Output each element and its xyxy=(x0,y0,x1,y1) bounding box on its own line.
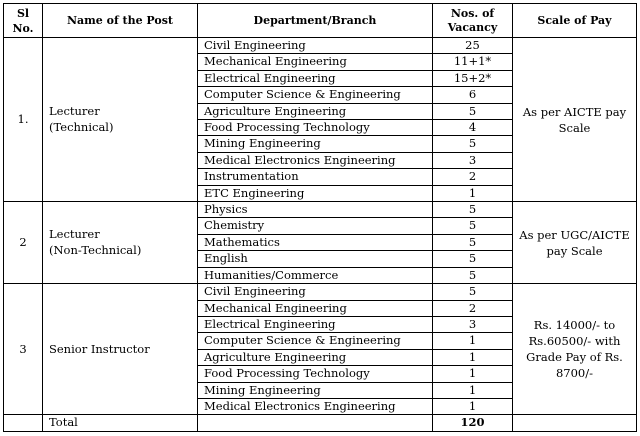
department-cell: Chemistry xyxy=(198,218,433,234)
vacancy-cell: 2 xyxy=(433,300,513,316)
pay-scale-line: Rs.60500/- with xyxy=(528,334,621,349)
post-name-cell xyxy=(43,202,198,284)
department-cell: Medical Electronics Engineering xyxy=(198,152,433,168)
department-cell: Computer Science & Engineering xyxy=(198,87,433,103)
post-name-line1: Lecturer xyxy=(49,227,100,242)
department-cell: Physics xyxy=(198,202,433,218)
sl-no-cell: 3 xyxy=(4,284,43,415)
vacancy-cell: 5 xyxy=(433,103,513,119)
vacancy-cell: 2 xyxy=(433,169,513,185)
vacancy-cell: 5 xyxy=(433,218,513,234)
col-header-vacancy xyxy=(433,4,513,38)
department-cell: Medical Electronics Engineering xyxy=(198,398,433,414)
vacancy-cell: 1 xyxy=(433,366,513,382)
vacancy-table xyxy=(3,3,637,432)
post-name-cell xyxy=(43,38,198,202)
vacancy-cell: 3 xyxy=(433,316,513,332)
post-name-line2: (Technical) xyxy=(49,119,114,134)
vacancy-cell: 1 xyxy=(433,349,513,365)
pay-scale-line: As per AICTE pay xyxy=(522,104,627,119)
pay-scale-line: Grade Pay of Rs. xyxy=(526,350,623,365)
col-header-department: Department/Branch xyxy=(198,4,433,38)
table-row xyxy=(4,284,637,300)
vacancy-cell: 5 xyxy=(433,251,513,267)
department-cell: Instrumentation xyxy=(198,169,433,185)
department-cell: Mathematics xyxy=(198,234,433,250)
sl-no-cell: 1. xyxy=(4,38,43,202)
col-header-vacancy-line2: Vacancy xyxy=(447,20,498,34)
department-cell: Agriculture Engineering xyxy=(198,349,433,365)
vacancy-cell: 6 xyxy=(433,87,513,103)
sl-no-cell: 2 xyxy=(4,202,43,284)
table-header xyxy=(4,4,637,38)
department-cell: Civil Engineering xyxy=(198,38,433,54)
vacancy-cell: 3 xyxy=(433,152,513,168)
vacancy-cell: 25 xyxy=(433,38,513,54)
table-body xyxy=(4,38,637,432)
department-cell: Mining Engineering xyxy=(198,136,433,152)
vacancy-cell: 4 xyxy=(433,120,513,136)
table-row xyxy=(4,202,637,218)
department-cell: Computer Science & Engineering xyxy=(198,333,433,349)
total-value: 120 xyxy=(433,415,513,431)
vacancy-cell: 11+1* xyxy=(433,54,513,70)
post-name-line1: Lecturer xyxy=(49,104,100,119)
col-header-sl-line2: No. xyxy=(12,21,34,35)
col-header-pay: Scale of Pay xyxy=(513,4,637,38)
post-name-line2: (Non-Technical) xyxy=(49,242,142,257)
total-empty-cell xyxy=(513,415,637,431)
total-row xyxy=(4,415,637,431)
vacancy-cell: 1 xyxy=(433,382,513,398)
col-header-sl-no xyxy=(4,4,43,38)
pay-scale-cell xyxy=(513,38,637,202)
vacancy-cell: 5 xyxy=(433,284,513,300)
total-label: Total xyxy=(43,415,198,431)
department-cell: Electrical Engineering xyxy=(198,316,433,332)
department-cell: Humanities/Commerce xyxy=(198,267,433,283)
vacancy-cell: 5 xyxy=(433,234,513,250)
header-row xyxy=(4,4,637,38)
col-header-vacancy-line1: Nos. of xyxy=(450,6,495,20)
department-cell: Agriculture Engineering xyxy=(198,103,433,119)
vacancy-cell: 1 xyxy=(433,185,513,201)
department-cell: Mechanical Engineering xyxy=(198,54,433,70)
pay-scale-line: Scale xyxy=(558,120,591,135)
pay-scale-line: 8700/- xyxy=(555,366,594,381)
pay-scale-cell xyxy=(513,284,637,415)
pay-scale-cell xyxy=(513,202,637,284)
vacancy-cell: 15+2* xyxy=(433,70,513,86)
total-empty-cell xyxy=(198,415,433,431)
table-row xyxy=(4,38,637,54)
pay-scale-line: As per UGC/AICTE xyxy=(519,227,630,242)
department-cell: Food Processing Technology xyxy=(198,366,433,382)
vacancy-cell: 1 xyxy=(433,398,513,414)
col-header-post: Name of the Post xyxy=(43,4,198,38)
col-header-sl-line1: Sl xyxy=(16,6,30,20)
department-cell: Mechanical Engineering xyxy=(198,300,433,316)
department-cell: ETC Engineering xyxy=(198,185,433,201)
vacancy-cell: 5 xyxy=(433,136,513,152)
department-cell: English xyxy=(198,251,433,267)
department-cell: Food Processing Technology xyxy=(198,120,433,136)
department-cell: Electrical Engineering xyxy=(198,70,433,86)
department-cell: Civil Engineering xyxy=(198,284,433,300)
post-name-line1: Senior Instructor xyxy=(49,341,150,356)
pay-scale-line: Rs. 14000/- to xyxy=(533,318,616,333)
total-empty-cell xyxy=(4,415,43,431)
vacancy-cell: 5 xyxy=(433,202,513,218)
post-name-cell xyxy=(43,284,198,415)
department-cell: Mining Engineering xyxy=(198,382,433,398)
vacancy-cell: 1 xyxy=(433,333,513,349)
vacancy-cell: 5 xyxy=(433,267,513,283)
pay-scale-line: pay Scale xyxy=(546,243,603,258)
